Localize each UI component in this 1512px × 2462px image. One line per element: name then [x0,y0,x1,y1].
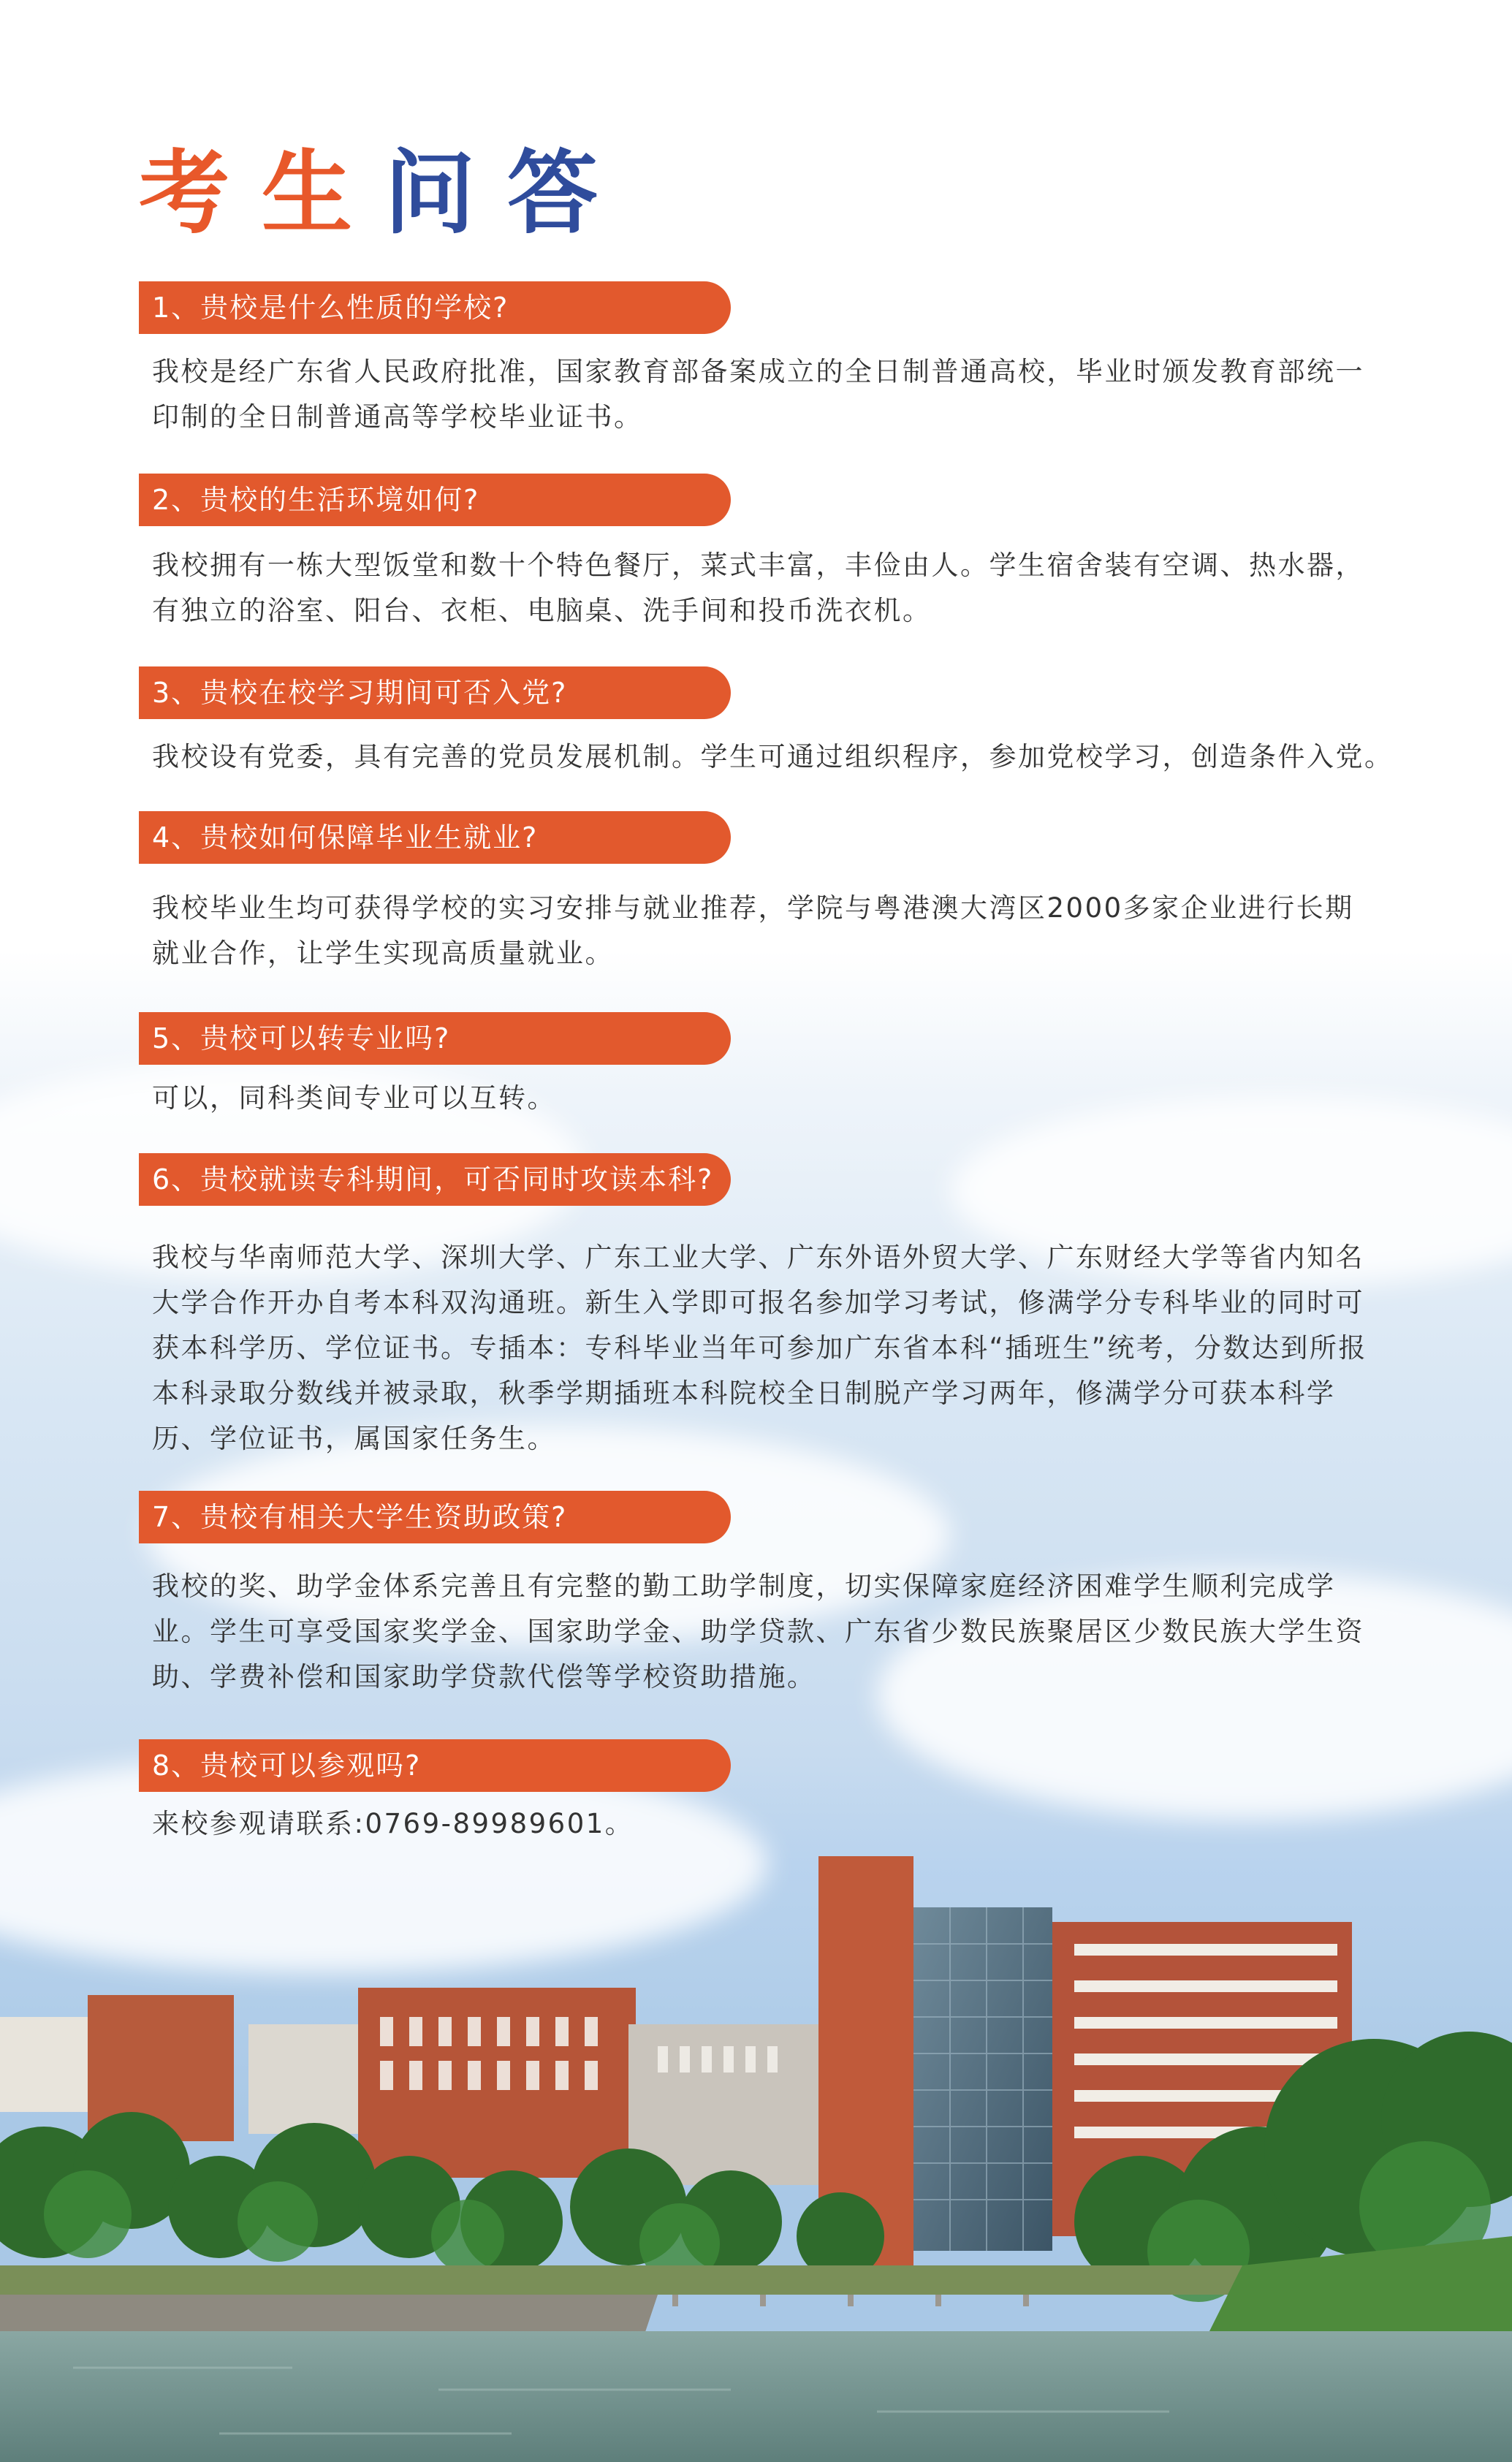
campus-photo [0,1827,1512,2462]
answer-7: 我校的奖、助学金体系完善且有完整的勤工助学制度，切实保障家庭经济困难学生顺利完成学业。学生可享受国家奖学金、国家助学金、助学贷款、广东省少数民族聚居区少数民族大学生资助、学费补偿和国家助学贷款代偿等学校资助措施。 [152,1570,1364,1692]
question-4: 4、贵校如何保障毕业生就业? [139,811,731,864]
answer-8: 来校参观请联系:0769-89989601。 [152,1808,634,1839]
question-8: 8、贵校可以参观吗? [139,1739,731,1792]
question-7: 7、贵校有相关大学生资助政策? [139,1491,731,1543]
answer-2: 我校拥有一栋大型饭堂和数十个特色餐厅，菜式丰富，丰俭由人。学生宿舍装有空调、热水器，有独立的浴室、阳台、衣柜、电脑桌、洗手间和投币洗衣机。 [152,550,1364,626]
title-part-orange: 考生 [139,141,385,246]
question-5: 5、贵校可以转专业吗? [139,1012,731,1065]
title-part-blue: 问答 [384,141,631,246]
answer-4: 我校毕业生均可获得学校的实习安排与就业推荐，学院与粤港澳大湾区2000多家企业进行长期就业合作，让学生实现高质量就业。 [152,892,1354,969]
answer-5: 可以，同科类间专业可以互转。 [152,1082,556,1114]
question-2: 2、贵校的生活环境如何? [139,474,731,526]
page-title [139,143,630,245]
question-6: 6、贵校就读专科期间，可否同时攻读本科? [139,1153,731,1206]
question-3: 3、贵校在校学习期间可否入党? [139,666,731,719]
answer-1: 我校是经广东省人民政府批准，国家教育部备案成立的全日制普通高校，毕业时颁发教育部统一印制的全日制普通高等学校毕业证书。 [152,356,1364,433]
answer-6: 我校与华南师范大学、深圳大学、广东工业大学、广东外语外贸大学、广东财经大学等省内知名大学合作开办自考本科双沟通班。新生入学即可报名参加学习考试，修满学分专科毕业的同时可获本科学历、学位证书。专插本：专科毕业当年可参加广东省本科“插班生”统考，分数达到所报本科录取分数线并被录取，秋季学期插班本科院校全日制脱产学习两年，修满学分可获本科学历、学位证书，属国家任务生。 [152,1242,1367,1454]
question-1: 1、贵校是什么性质的学校? [139,281,731,334]
answer-3: 我校设有党委，具有完善的党员发展机制。学生可通过组织程序，参加党校学习，创造条件入党。 [152,741,1394,772]
